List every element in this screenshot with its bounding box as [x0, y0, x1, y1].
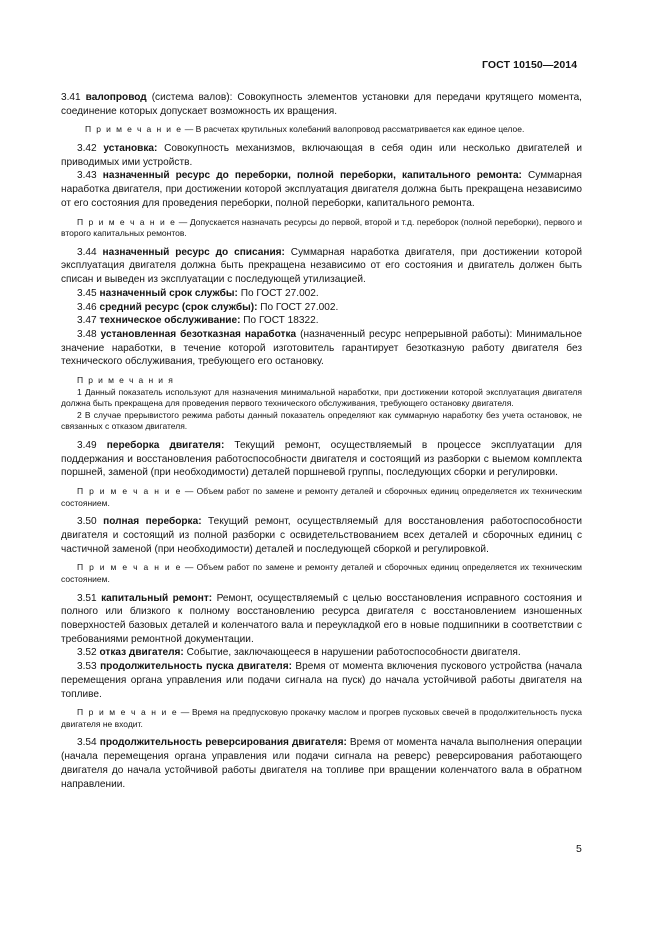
note-3-49: П р и м е ч а н и е — Объем работ по замене и ремонту деталей и сборочных единиц определяется их техническим состоянием. — [61, 486, 582, 508]
document-header: ГОСТ 10150—2014 — [482, 59, 578, 71]
note-3-41: П р и м е ч а н и е — В расчетах крутильных колебаний валопровод рассматривается как единое целое. — [85, 124, 525, 135]
note-3-43: П р и м е ч а н и е — Допускается назначать ресурсы до первой, второй и т.д. переборок (полной переборки), первого и второго капитальных ремонтов. — [61, 216, 582, 239]
term-3-51: 3.51 капитальный ремонт: Ремонт, осуществляемый с целью восстановления исправного состояния и полного или близкого к полному восстановлению ресурса двигателя с восстановлением изношенных поверхностей базовых деталей и коленчатого вала и переукладкой его в новые подшипники в соответствии с требованиями ремонтной документации. — [61, 592, 582, 645]
term-3-43: 3.43 назначенный ресурс до переборки, полной переборки, капитального ремонта: Суммарная наработка двигателя, при достижении которой эксплуатация двигателя должна быть прекращена независимо от его состояния для проведения переборки, полной переборки, капитального ремонта. — [61, 170, 582, 209]
term-3-54: 3.54 продолжительность реверсирования двигателя: Время от момента начала выполнения операции (начала перемещения органа управления или подачи сигнала на реверс) реверсирования работающего двигателя до начала устойчивой работы двигателя на топливе при вращении коленчатого вала в обратном направлении. — [61, 737, 582, 790]
term-3-42: 3.42 установка: Совокупность механизмов, включающая в себя один или несколько двигателей и приводимых ими устройств. — [61, 143, 582, 168]
document-body — [61, 91, 582, 791]
term-3-52: 3.52 отказ двигателя: Событие, заключающееся в нарушении работоспособности двигателя. — [77, 647, 521, 659]
note-3-48-2: 2 В случае прерывистого режима работы данный показатель определяют как суммарную наработку без учета остановок, не связанных с отказом двигателя. — [61, 409, 582, 432]
term-3-49: 3.49 переборка двигателя: Текущий ремонт, осуществляемый в процессе эксплуатации для поддержания и восстановления работоспособности двигателя и состоящий из разборки с выемом комплекта поршней, заменой (при необходимости) деталей поршневой группы, последующих сборки и регулировки. — [61, 440, 583, 479]
term-3-41: 3.41 валопровод (система валов): Совокупность элементов установки для передачи крутящего момента, соединение которых допускает возможность их вращения. — [61, 92, 582, 117]
term-3-46: 3.46 средний ресурс (срок службы): По ГОСТ 27.002. — [77, 301, 339, 313]
note-3-50: П р и м е ч а н и е — Объем работ по замене и ремонту деталей и сборочных единиц определяется их техническим состоянием. — [61, 562, 582, 584]
note-3-48-1: 1 Данный показатель используют для назначения минимальной наработки, при достижении которой эксплуатация двигателя должна быть прекращена для проведения первого технического обслуживания, требующего остановку двигателя. — [61, 386, 582, 409]
term-title: валопровод — [85, 92, 147, 103]
term-3-48: 3.48 установленная безотказная наработка (назначенный ресурс непрерывной работы): Минимальное значение наработки, в течение которой изготовитель гарантирует безотказную работу двигателя без технического обслуживания, требующего его остановку. — [61, 328, 582, 368]
term-3-45: 3.45 назначенный срок службы: По ГОСТ 27.002. — [77, 287, 319, 299]
note-3-53: П р и м е ч а н и е — Время на предпусковую прокачку маслом и прогрев пусковых свечей в продолжительность пуска двигателя не входит. — [61, 707, 582, 729]
term-3-50: 3.50 полная переборка: Текущий ремонт, осуществляемый для восстановления работоспособности двигателя и состоящий из полной разборки с освидетельствованием всех деталей и сборочных единиц с частичной заменой (при необходимости) деталей и последующей сборкой и регулировкой. — [61, 516, 582, 555]
page-number: 5 — [576, 843, 582, 855]
term-3-53: 3.53 продолжительность пуска двигателя: Время от момента включения пускового устройства (начала перемещения органа управления или подачи сигнала на пуск) до начала устойчивой работы двигателя на топливе. — [61, 661, 582, 700]
term-3-44: 3.44 назначенный ресурс до списания: Суммарная наработка двигателя, при достижении которой эксплуатация двигателя должна быть прекращена независимо от его состояния и двигатель должен быть списан и выведен из эксплуатации с последующей утилизацией. — [61, 246, 582, 286]
term-3-47: 3.47 техническое обслуживание: По ГОСТ 18322. — [77, 315, 319, 327]
notes-3-48-label: П р и м е ч а н и я — [77, 375, 175, 386]
